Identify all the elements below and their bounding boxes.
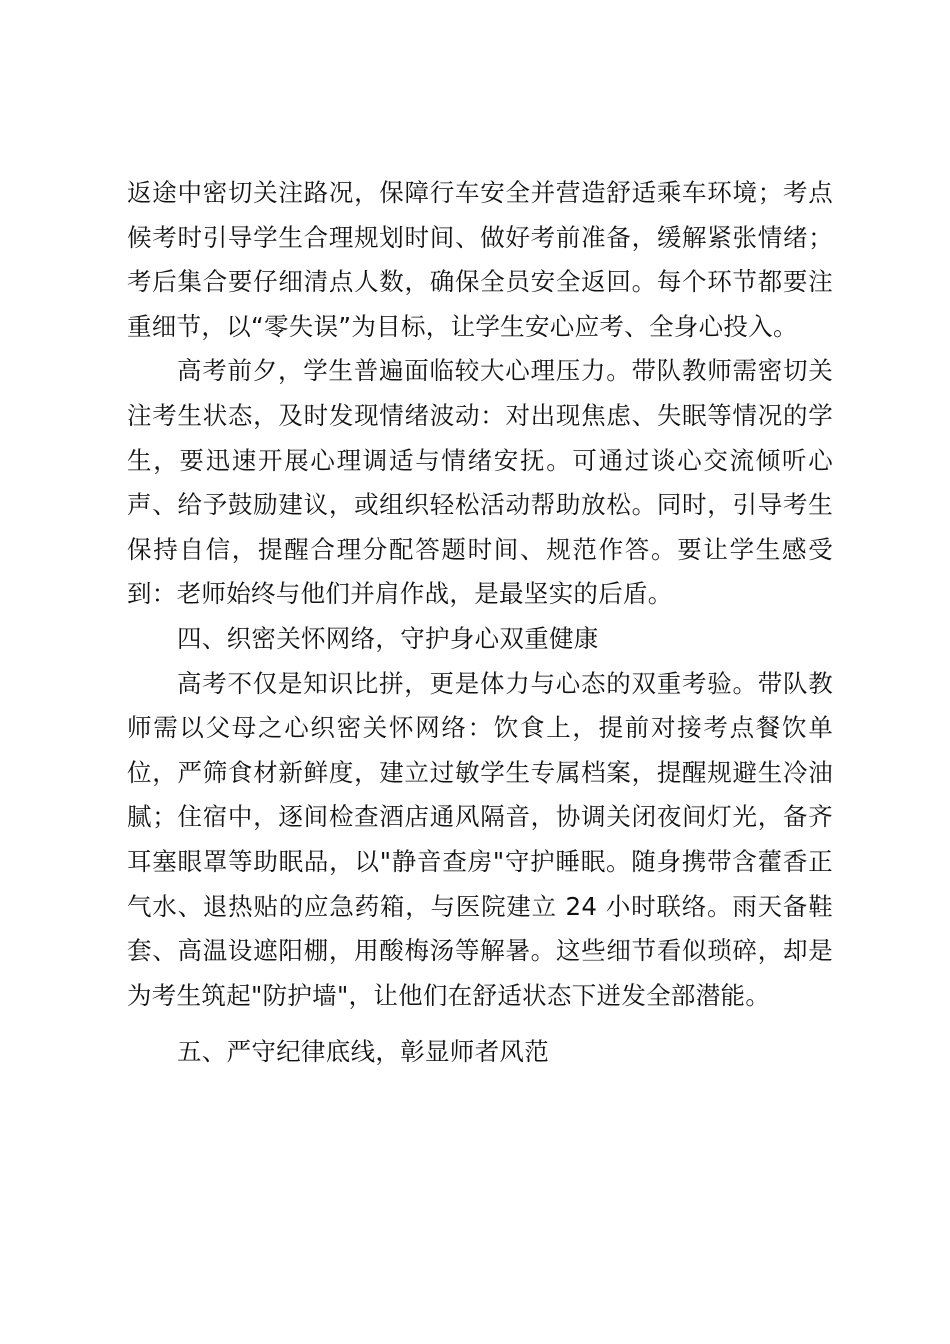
section-heading-five: 五、严守纪律底线，彰显师者风范 [177, 1037, 549, 1067]
section-heading-four: 四、织密关怀网络，守护身心双重健康 [177, 623, 599, 653]
paragraph-psychological-support: 高考前夕，学生普遍面临较大心理压力。带队教师需密切关注考生状态，及时发现情绪波动：对出现焦虑、失眠等情况的学生，要迅速开展心理调适与情绪安抚。可通过谈心交流倾听心声、给予鼓励建议，或组织轻松活动帮助放松。同时，引导考生保持自信，提醒合理分配答题时间、规范作答。要让学生感受到：老师始终与他们并肩作战，是最坚实的后盾。 [127, 356, 833, 609]
paragraph-care-network: 高考不仅是知识比拼，更是体力与心态的双重考验。带队教师需以父母之心织密关怀网络：饮食上，提前对接考点餐饮单位，严筛食材新鲜度，建立过敏学生专属档案，提醒规避生冷油腻；住宿中，逐间检查酒店通风隔音，协调关闭夜间灯光，备齐耳塞眼罩等助眠品，以"静音查房"守护睡眠。随身携带含藿香正气水、退热贴的应急药箱，与医院建立 24 小时联络。雨天备鞋套、高温设遮阳棚，用酸梅汤等解暑。这些细节看似琐碎，却是为考生筑起"防护墙"，让他们在舒适状态下迸发全部潜能。 [127, 668, 833, 1010]
document-body [127, 171, 833, 1075]
paragraph-transport-duties: 返途中密切关注路况，保障行车安全并营造舒适乘车环境；考点候考时引导学生合理规划时间、做好考前准备，缓解紧张情绪；考后集合要仔细清点人数，确保全员安全返回。每个环节都要注重细节，以“零失误”为目标，让学生安心应考、全身心投入。 [127, 178, 833, 341]
